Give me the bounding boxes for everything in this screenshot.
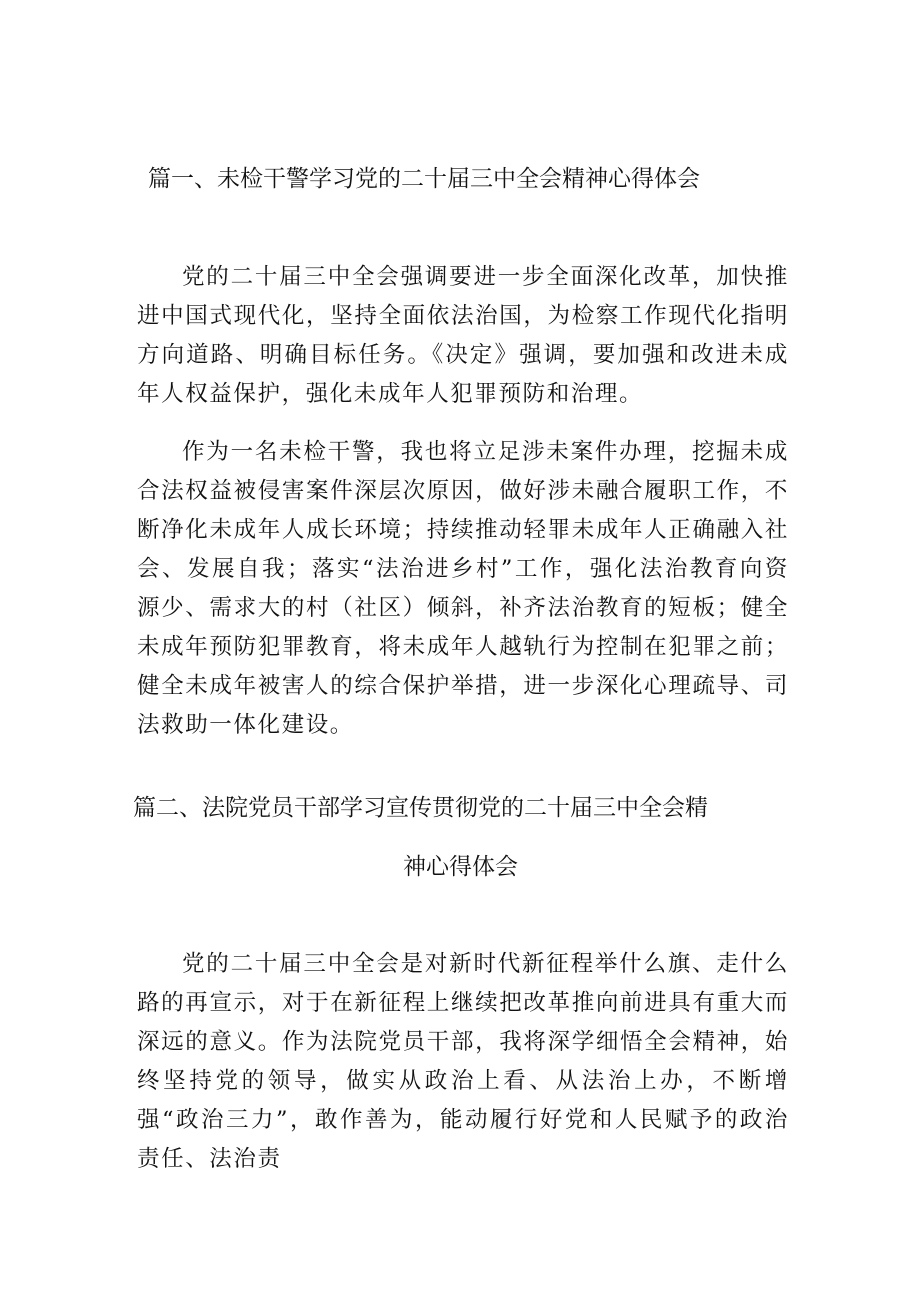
section-2-title-line-1: 篇二、法院党员干部学习宣传贯彻党的二十届三中全会精 bbox=[133, 795, 708, 821]
section-2-paragraph-1: 党的二十届三中全会是对新时代新征程举什么旗、走什么路的再宣示，对于在新征程上继续把改革推向前进具有重大而深远的意义。作为法院党员干部，我将深学细悟全会精神，始终坚持党的领导，做实从政治上看、从法治上办，不断增强“政治三力”，敢作善为，能动履行好党和人民赋予的政治责任、法治责 bbox=[137, 951, 789, 1172]
section-1-paragraph-1: 党的二十届三中全会强调要进一步全面深化改革，加快推进中国式现代化，坚持全面依法治国，为检察工作现代化指明方向道路、明确目标任务。《决定》强调，要加强和改进未成年人权益保护，强化未成年人犯罪预防和治理。 bbox=[137, 264, 789, 407]
section-1-paragraph-2: 作为一名未检干警，我也将立足涉未案件办理，挖掘未成合法权益被侵害案件深层次原因，做好涉未融合履职工作，不断净化未成年人成长环境；持续推动轻罪未成年人正确融入社会、发展自我；落实“法治进乡村”工作，强化法治教育向资源少、需求大的村（社区）倾斜，补齐法治教育的短板；健全未成年预防犯罪教育，将未成年人越轨行为控制在犯罪之前；健全未成年被害人的综合保护举措，进一步深化心理疏导、司法救助一体化建设。 bbox=[137, 439, 789, 738]
section-1-title: 篇一、未检干警学习党的二十届三中全会精神心得体会 bbox=[148, 166, 700, 192]
section-2-title-line-2: 神心得体会 bbox=[403, 854, 518, 880]
